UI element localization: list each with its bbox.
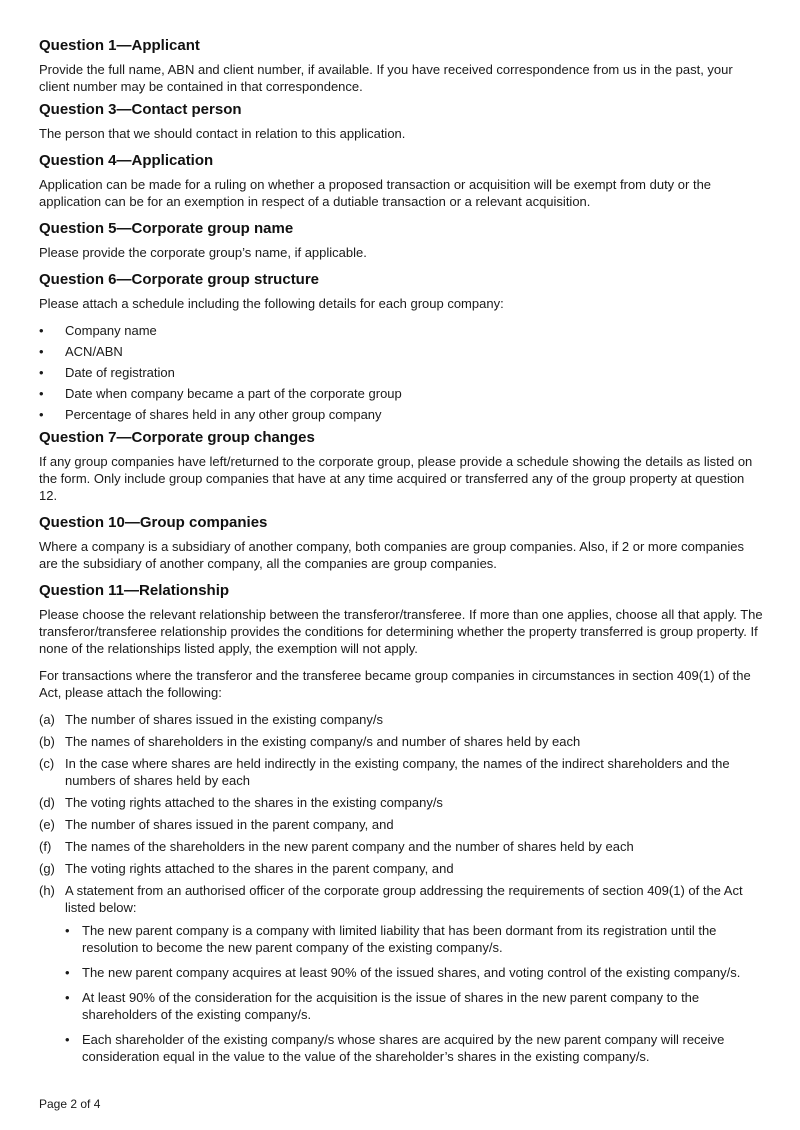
bullet-icon: • bbox=[39, 407, 44, 422]
section-contact-person bbox=[39, 101, 764, 142]
list-item bbox=[65, 922, 764, 956]
bullet-icon: • bbox=[65, 923, 70, 938]
list-item bbox=[39, 860, 764, 877]
list-item bbox=[39, 385, 764, 402]
list-item bbox=[39, 322, 764, 339]
list-item-text: Date when company became a part of the corporate group bbox=[65, 386, 402, 401]
heading-question-6: Question 6—Corporate group structure bbox=[39, 271, 320, 288]
paragraph-question-1: Provide the full name, ABN and client number, if available. If you have received correspondence from us in the past, your client number may be contained in that correspondence. bbox=[39, 62, 733, 94]
heading-question-1: Question 1—Applicant bbox=[39, 37, 200, 54]
list-item-text: Each shareholder of the existing company/s whose shares are acquired by the new parent company will receive consideration equal in the value to the value of the shareholder’s shares in the existing company/s. bbox=[82, 1032, 725, 1064]
paragraph-question-11-relationship: Please choose the relevant relationship between the transferor/transferee. If more than one applies, choose all that apply. The transferor/transferee relationship provides the conditions for determining whether the property transferred is group property. If none of the relationships listed apply, the exemption will not apply. bbox=[39, 607, 763, 656]
section-relationship bbox=[39, 582, 764, 1065]
heading-question-4: Question 4—Application bbox=[39, 152, 214, 169]
section-409-requirements-list bbox=[65, 922, 764, 1065]
heading-question-7: Question 7—Corporate group changes bbox=[39, 429, 315, 446]
bullet-icon: • bbox=[39, 386, 44, 401]
list-item-text: A statement from an authorised officer of the corporate group addressing the requirements of section 409(1) of the Act listed below: bbox=[65, 883, 743, 915]
list-item-text: The names of the shareholders in the new parent company and the number of shares held by each bbox=[65, 839, 634, 854]
list-item-label: (h) bbox=[39, 883, 55, 898]
list-item-text: In the case where shares are held indirectly in the existing company, the names of the indirect shareholders and the numbers of shares held by each bbox=[65, 756, 730, 788]
bullet-icon: • bbox=[39, 344, 44, 359]
paragraph-question-7: If any group companies have left/returned to the corporate group, please provide a schedule showing the details as listed on the form. Only include group companies that have at any time acquired or transferred any of the group property at question 12. bbox=[39, 454, 753, 503]
list-item bbox=[39, 364, 764, 381]
group-details-list bbox=[39, 322, 764, 423]
list-item-text: The new parent company acquires at least 90% of the issued shares, and voting control of the existing company/s. bbox=[82, 965, 741, 980]
list-item-text: The names of shareholders in the existing company/s and number of shares held by each bbox=[65, 734, 581, 749]
list-item bbox=[65, 1031, 764, 1065]
heading-question-3: Question 3—Contact person bbox=[39, 101, 242, 118]
list-item bbox=[65, 964, 764, 981]
paragraph-question-4: Application can be made for a ruling on whether a proposed transaction or acquisition will be exempt from duty or the application can be for an exemption in respect of a dutiable transaction or a relevant acquisition. bbox=[39, 177, 712, 209]
list-item bbox=[39, 711, 764, 728]
paragraph-question-11-attachments: For transactions where the transferor and the transferee became group companies in circumstances in section 409(1) of the Act, please attach the following: bbox=[39, 668, 751, 700]
list-item-label: (f) bbox=[39, 839, 52, 854]
list-item-label: (d) bbox=[39, 795, 55, 810]
page-number: Page 2 of 4 bbox=[39, 1097, 101, 1111]
list-item-text: Percentage of shares held in any other group company bbox=[65, 407, 382, 422]
paragraph-question-3: The person that we should contact in relation to this application. bbox=[39, 126, 406, 141]
section-corporate-group-name bbox=[39, 220, 764, 261]
attachment-requirements-list bbox=[39, 711, 764, 1065]
section-group-companies bbox=[39, 514, 764, 572]
bullet-icon: • bbox=[39, 323, 44, 338]
page-content bbox=[39, 37, 764, 1073]
list-item-text: Company name bbox=[65, 323, 157, 338]
bullet-icon: • bbox=[39, 365, 44, 380]
list-item-text: ACN/ABN bbox=[65, 344, 123, 359]
list-item-text: The voting rights attached to the shares in the existing company/s bbox=[65, 795, 443, 810]
list-item bbox=[39, 882, 764, 1065]
heading-question-5: Question 5—Corporate group name bbox=[39, 220, 294, 237]
list-item bbox=[39, 838, 764, 855]
list-item bbox=[39, 733, 764, 750]
list-item bbox=[39, 343, 764, 360]
list-item bbox=[65, 989, 764, 1023]
list-item bbox=[39, 794, 764, 811]
list-item-label: (g) bbox=[39, 861, 55, 876]
paragraph-question-6: Please attach a schedule including the following details for each group company: bbox=[39, 296, 504, 311]
section-application bbox=[39, 152, 764, 210]
list-item-text: The new parent company is a company with limited liability that has been dormant from its registration until the resolution to become the new parent company of the existing company/s. bbox=[82, 923, 717, 955]
list-item-label: (b) bbox=[39, 734, 55, 749]
list-item-text: At least 90% of the consideration for the acquisition is the issue of shares in the new parent company to the shareholders of the existing company/s. bbox=[82, 990, 700, 1022]
list-item-text: Date of registration bbox=[65, 365, 175, 380]
section-applicant bbox=[39, 37, 764, 95]
paragraph-question-10: Where a company is a subsidiary of another company, both companies are group companies. Also, if 2 or more companies are the subsidiary of another company, all the companies are group companies. bbox=[39, 539, 745, 571]
list-item-text: The voting rights attached to the shares in the parent company, and bbox=[65, 861, 454, 876]
list-item-label: (c) bbox=[39, 756, 55, 771]
list-item-label: (e) bbox=[39, 817, 55, 832]
section-corporate-group-structure bbox=[39, 271, 764, 423]
paragraph-question-5: Please provide the corporate group’s name, if applicable. bbox=[39, 245, 367, 260]
list-item bbox=[39, 816, 764, 833]
list-item bbox=[39, 406, 764, 423]
list-item-label: (a) bbox=[39, 712, 55, 727]
section-corporate-group-changes bbox=[39, 429, 764, 504]
bullet-icon: • bbox=[65, 990, 70, 1005]
list-item-text: The number of shares issued in the existing company/s bbox=[65, 712, 383, 727]
bullet-icon: • bbox=[65, 965, 70, 980]
bullet-icon: • bbox=[65, 1032, 70, 1047]
heading-question-11: Question 11—Relationship bbox=[39, 582, 230, 599]
list-item-text: The number of shares issued in the parent company, and bbox=[65, 817, 394, 832]
list-item bbox=[39, 755, 764, 789]
heading-question-10: Question 10—Group companies bbox=[39, 514, 268, 531]
